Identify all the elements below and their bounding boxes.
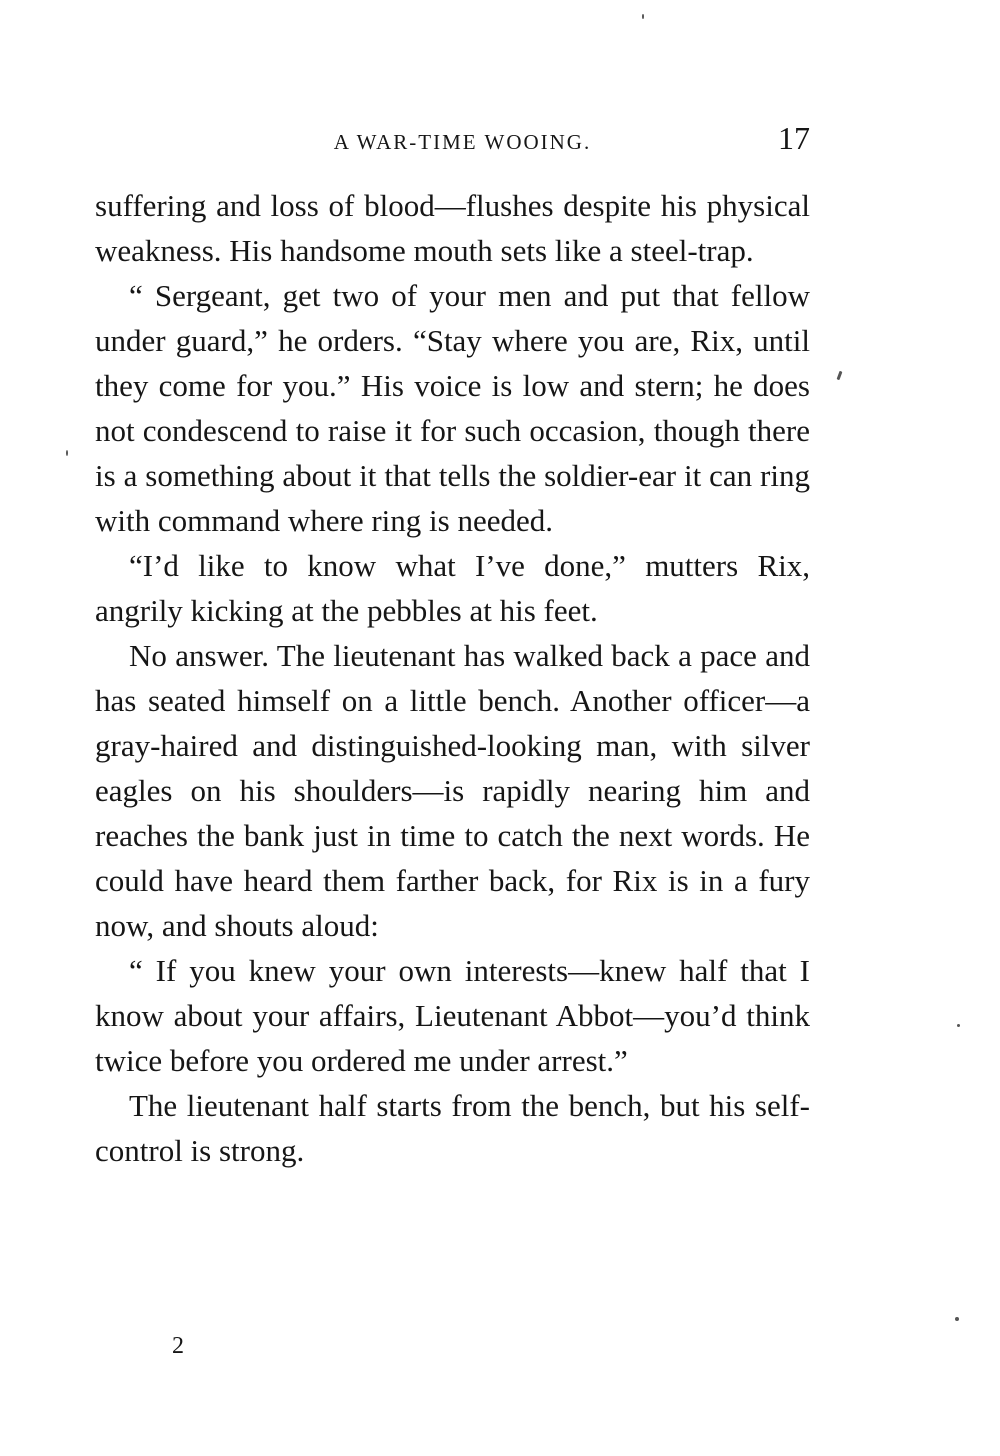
ink-speck	[66, 450, 68, 456]
running-title: A WAR-TIME WOOING.	[333, 130, 592, 154]
paragraph-5: “ If you knew your own interests—knew half that I know about your affairs, Lieutenant Abbot—you’d think twice before you ordered me under arrest.”	[95, 953, 810, 1078]
page-header	[95, 116, 810, 160]
paragraph-6: The lieutenant half starts from the bench, but his self-control is strong.	[95, 1088, 810, 1168]
ink-speck	[837, 371, 843, 380]
page-number: 17	[778, 120, 810, 156]
paragraph-1: suffering and loss of blood—flushes despite his physical weakness. His handsome mouth sets like a steel-trap.	[95, 188, 810, 268]
signature-mark: 2	[172, 1333, 184, 1359]
paragraph-3: “I’d like to know what I’ve done,” mutters Rix, angrily kicking at the pebbles at his feet.	[95, 548, 810, 628]
ink-speck	[957, 1024, 960, 1027]
ink-speck	[955, 1317, 959, 1321]
paragraph-4: No answer. The lieutenant has walked back a pace and has seated himself on a little bench. Another officer—a gray-haired and distinguished-looking man, with silver eagles on his shoulders—is rapidly nearing him and reaches the bank just in time to catch the next words. He could have heard them farther back, for Rix is in a fury now, and shouts aloud:	[95, 638, 810, 943]
paragraph-2: “ Sergeant, get two of your men and put that fellow under guard,” he orders. “Stay where you are, Rix, until they come for you.” His voice is low and stern; he does not condescend to raise it for such occasion, though there is a something about it that tells the soldier-ear it can ring with command where ring is needed.	[95, 278, 810, 538]
ink-speck	[642, 14, 644, 19]
body-text	[95, 183, 810, 1173]
